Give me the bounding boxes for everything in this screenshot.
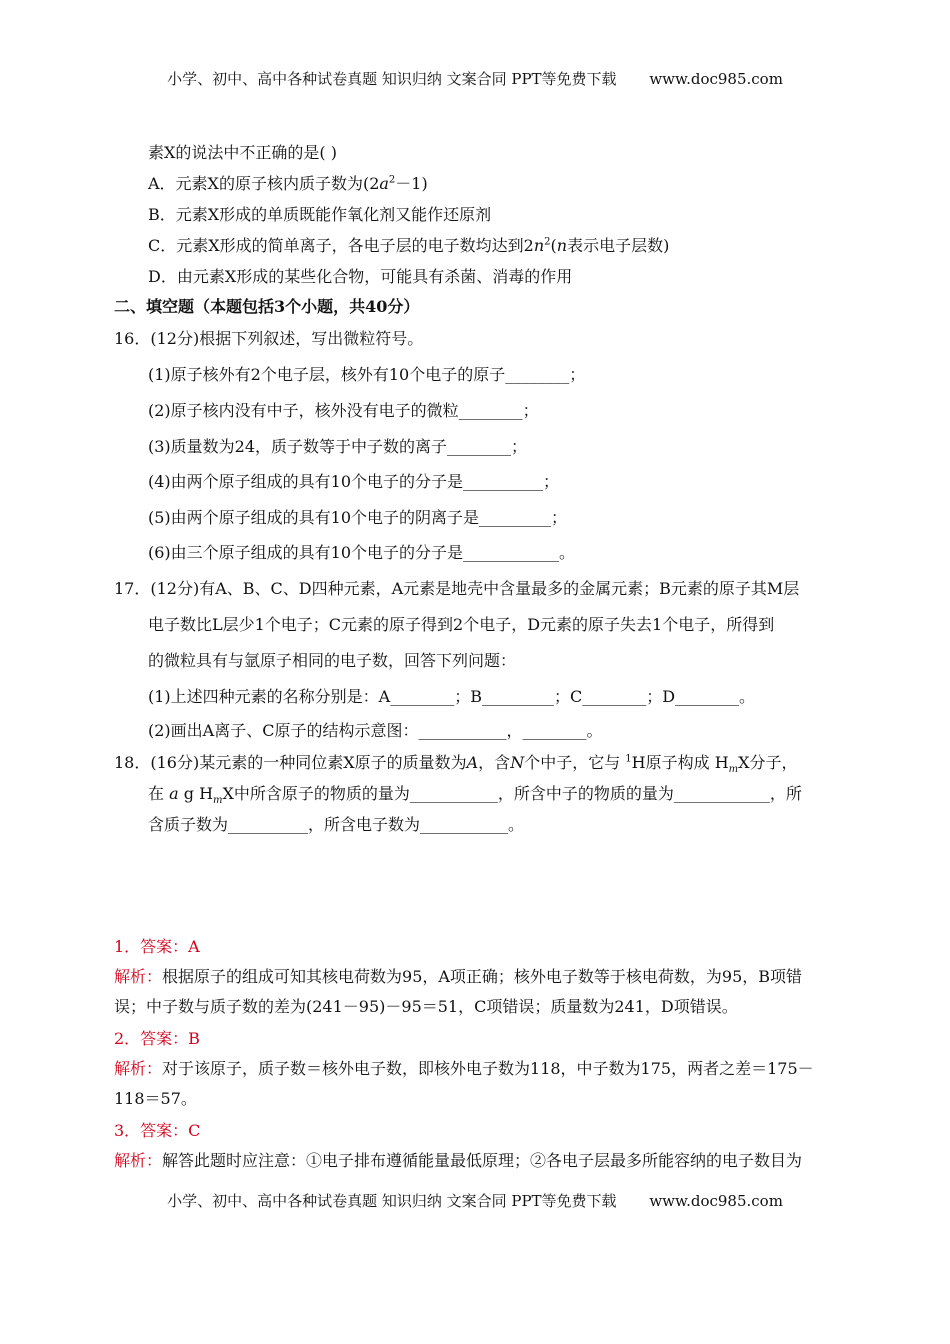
q17-line-2: 电子数比L层少1个电子；C元素的原子得到2个电子，D元素的原子失去1个电子，所得到 [148, 615, 775, 634]
header-site: www.doc985.com [649, 70, 783, 88]
page-footer [0, 1190, 950, 1211]
answer-3-label: 3．答案：C [114, 1121, 201, 1140]
q16-item-1: (1)原子核外有2个电子层，核外有10个电子的原子________； [148, 365, 586, 384]
answer-2-expl-1: 解析：对于该原子，质子数＝核外电子数，即核外电子数为118，中子数为175，两者之差＝175－ [114, 1059, 814, 1078]
q15-option-b: B．元素X形成的单质既能作氧化剂又能作还原剂 [148, 205, 492, 224]
q16-stem: 16．(12分)根据下列叙述，写出微粒符号。 [114, 329, 424, 348]
answer-2-label: 2．答案：B [114, 1029, 200, 1048]
q17-item-1: (1)上述四种元素的名称分别是：A________；B_________；C________；D________。 [148, 687, 756, 706]
answer-1-expl-2: 误；中子数与质子数的差为(241－95)－95＝51，C项错误；质量数为241，D项错误。 [114, 997, 738, 1016]
q15-stem-tail: 素X的说法中不正确的是( ) [148, 143, 337, 162]
q18-line-3: 含质子数为__________，所含电子数为___________。 [148, 815, 525, 834]
page-header [0, 68, 950, 89]
answer-3-expl-1: 解析：解答此题时应注意：①电子排布遵循能量最低原理；②各电子层最多所能容纳的电子数目为 [114, 1151, 803, 1170]
q18-line-2: 在 a g $H_mX$中所含原子的物质的量为___________，所含中子的物质的量为____________，所 [148, 784, 802, 807]
q16-item-5: (5)由两个原子组成的具有10个电子的阴离子是_________； [148, 508, 568, 527]
header-text: 小学、初中、高中各种试卷真题 知识归纳 文案合同 PPT等免费下载 [167, 70, 617, 88]
answer-1-label: 1．答案：A [114, 937, 200, 956]
q17-item-2: (2)画出A离子、C原子的结构示意图：___________，________。 [148, 721, 603, 740]
footer-site: www.doc985.com [649, 1192, 783, 1210]
q17-line-1: 17．(12分)有A、B、C、D四种元素，A元素是地壳中含量最多的金属元素；B元素的原子其M层 [114, 579, 800, 598]
q16-item-4: (4)由两个原子组成的具有10个电子的分子是__________； [148, 472, 560, 491]
q15-option-a: A．元素X的原子核内质子数为$(2a^2-1)$ [148, 174, 428, 193]
q16-item-3: (3)质量数为24，质子数等于中子数的离子________； [148, 437, 528, 456]
answer-2-expl-2: 118＝57。 [114, 1089, 197, 1108]
footer-text: 小学、初中、高中各种试卷真题 知识归纳 文案合同 PPT等免费下载 [167, 1192, 617, 1210]
q18-line-1: 18．(16分)某元素的一种同位素X原子的质量数为A，含N个中子，它与 $^1$H原子构成 $H_mX$分子， [114, 753, 798, 776]
section-title: 二、填空题（本题包括3个小题，共40分） [114, 297, 420, 316]
q15-option-c: C．元素X形成的简单离子，各电子层的电子数均达到$2n^2(n$表示电子层数) [148, 236, 670, 255]
q15-option-d: D．由元素X形成的某些化合物，可能具有杀菌、消毒的作用 [148, 267, 573, 286]
answer-1-expl-1: 解析：根据原子的组成可知其核电荷数为95，A项正确；核外电子数等于核电荷数，为95，B项错 [114, 967, 803, 986]
q16-item-2: (2)原子核内没有中子，核外没有电子的微粒________； [148, 401, 539, 420]
q17-line-3: 的微粒具有与氩原子相同的电子数，回答下列问题： [148, 651, 517, 670]
q16-item-6: (6)由三个原子组成的具有10个电子的分子是____________。 [148, 543, 576, 562]
